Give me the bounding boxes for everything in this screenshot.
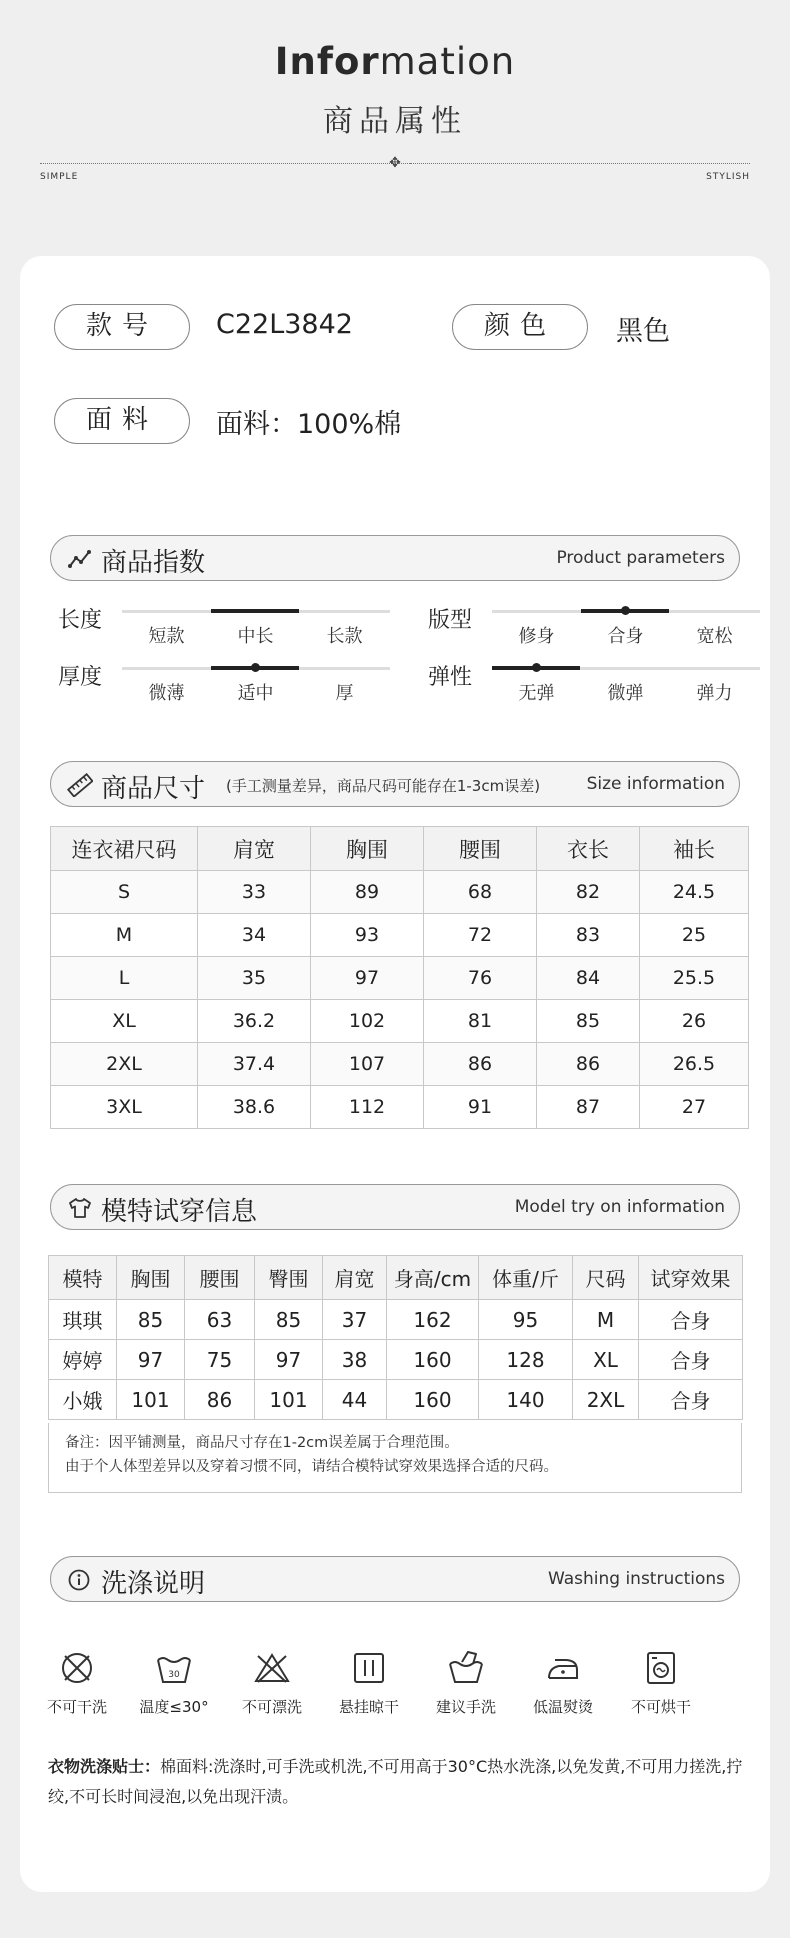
table-row [51,871,749,914]
table-cell: L [51,957,198,1000]
color-label: 颜色 [452,304,588,350]
table-cell: 91 [424,1086,537,1129]
table-cell: 81 [424,1000,537,1043]
table-cell: 小娥 [49,1380,117,1420]
table-cell: XL [51,1000,198,1043]
info-icon [67,1568,93,1592]
table-header: 衣长 [537,827,640,871]
page-title-cn: 商品属性 [323,104,467,139]
scale-active [211,609,299,613]
table-header: 体重/斤 [479,1256,573,1300]
low-iron-icon [543,1648,583,1688]
wash-item [616,1648,706,1717]
table-cell: 162 [387,1300,479,1340]
table-cell: 86 [424,1043,537,1086]
table-cell: 26.5 [640,1043,749,1086]
scale-option-selected: 中长 [237,626,274,647]
table-cell: 24.5 [640,871,749,914]
section-note: (手工测量差异，商品尺码可能存在1-3cm误差) [226,777,541,795]
color-value: 黑色 [616,316,670,347]
table-cell: 33 [198,871,311,914]
table-header: 臀围 [255,1256,323,1300]
table-cell: M [573,1300,639,1340]
table-cell: 2XL [51,1043,198,1086]
table-cell: 97 [117,1340,185,1380]
wash-label: 不可漂洗 [241,1698,302,1716]
table-header: 试穿效果 [639,1256,743,1300]
table-cell: 75 [185,1340,255,1380]
scale-option-selected: 无弹 [518,683,555,704]
title-light: mation [379,40,516,83]
wash-label: 温度≤30° [139,1698,209,1716]
table-cell: 83 [537,914,640,957]
scale-marker [532,663,541,672]
table-header: 模特 [49,1256,117,1300]
tag-simple: SIMPLE [40,172,79,182]
scale-option: 宽松 [696,626,733,647]
table-cell: 85 [255,1300,323,1340]
index-scale-elasticity [492,667,760,703]
wash-item [129,1648,219,1717]
table-cell: M [51,914,198,957]
table-header: 袖长 [640,827,749,871]
table-cell: 93 [311,914,424,957]
table-header: 尺码 [573,1256,639,1300]
wash-label: 不可干洗 [46,1698,107,1716]
table-cell: 38.6 [198,1086,311,1129]
wash-label: 建议手洗 [435,1698,496,1716]
wash-label: 悬挂晾干 [338,1698,399,1716]
index-label-fit: 版型 [428,608,473,633]
index-label-elasticity: 弹性 [428,665,473,690]
ruler-icon [67,773,93,797]
no-dryer-icon [641,1648,681,1688]
section-title-en: Product parameters [556,548,725,568]
table-cell: 68 [424,871,537,914]
table-cell: 101 [117,1380,185,1420]
table-row [51,957,749,1000]
table-cell: 97 [255,1340,323,1380]
table-cell: 112 [311,1086,424,1129]
wash-label: 低温熨烫 [532,1698,593,1716]
table-cell: 37.4 [198,1043,311,1086]
table-cell: 44 [323,1380,387,1420]
table-cell: 36.2 [198,1000,311,1043]
table-cell: 101 [255,1380,323,1420]
scale-option: 短款 [148,626,185,647]
table-cell: 86 [537,1043,640,1086]
trend-icon [67,547,93,571]
table-cell: 72 [424,914,537,957]
table-cell: 37 [323,1300,387,1340]
table-header: 腰围 [185,1256,255,1300]
scale-marker [621,606,630,615]
section-title-en: Model try on information [514,1197,725,1217]
tag-stylish: STYLISH [706,172,750,182]
hand-wash-icon [446,1648,486,1688]
section-title: 商品指数 [101,548,206,578]
note-line: 备注：因平铺测量，商品尺寸存在1-2cm误差属于合理范围。 [65,1435,459,1451]
table-cell: 琪琪 [49,1300,117,1340]
table-cell: 合身 [639,1340,743,1380]
scale-option: 修身 [518,626,555,647]
table-cell: 84 [537,957,640,1000]
shirt-icon [67,1196,93,1220]
table-cell: 合身 [639,1380,743,1420]
section-title: 模特试穿信息 [101,1197,258,1227]
wash-item [324,1648,414,1717]
table-cell: 160 [387,1340,479,1380]
table-cell: 97 [311,957,424,1000]
section-title: 商品尺寸 [101,774,206,804]
table-cell: 95 [479,1300,573,1340]
table-row [51,1000,749,1043]
table-cell: 89 [311,871,424,914]
table-cell: 合身 [639,1300,743,1340]
style-number-value: C22L3842 [216,309,353,340]
index-label-thickness: 厚度 [58,665,103,690]
table-cell: 128 [479,1340,573,1380]
no-bleach-icon [252,1648,292,1688]
table-cell: 82 [537,871,640,914]
table-cell: 86 [185,1380,255,1420]
table-row [49,1340,743,1380]
table-header: 腰围 [424,827,537,871]
table-cell: 25 [640,914,749,957]
fabric-value: 面料：100%棉 [216,409,402,440]
table-cell: 160 [387,1380,479,1420]
hang-dry-icon [349,1648,389,1688]
index-scale-thickness [122,667,390,703]
title-bold: Infor [274,40,380,83]
table-row [51,1043,749,1086]
table-cell: 140 [479,1380,573,1420]
table-header: 胸围 [311,827,424,871]
info-card [20,256,770,1892]
divider-right [410,163,750,164]
table-cell: 35 [198,957,311,1000]
table-cell: 107 [311,1043,424,1086]
fabric-label: 面料 [54,398,190,444]
scale-option: 弹力 [696,683,733,704]
section-size [50,761,740,807]
section-title: 洗涤说明 [101,1569,206,1599]
model-table [48,1255,743,1420]
scale-option: 厚 [335,683,354,704]
table-cell: 34 [198,914,311,957]
scale-option: 长款 [326,626,363,647]
scale-option-selected: 适中 [237,683,274,704]
wash-item [227,1648,317,1717]
table-cell: XL [573,1340,639,1380]
page-header [0,0,790,250]
table-cell: 38 [323,1340,387,1380]
table-row [49,1380,743,1420]
table-header: 胸围 [117,1256,185,1300]
table-cell: 2XL [573,1380,639,1420]
model-notes [48,1423,742,1493]
section-title-en: Size information [586,774,725,794]
index-label-length: 长度 [58,608,103,633]
section-wash [50,1556,740,1602]
table-header: 肩宽 [323,1256,387,1300]
table-header-row [49,1256,743,1300]
index-scale-fit [492,610,760,646]
table-header: 连衣裙尺码 [51,827,198,871]
wash-item [518,1648,608,1717]
table-cell: 26 [640,1000,749,1043]
table-header: 身高/cm [387,1256,479,1300]
scale-option-selected: 合身 [607,626,644,647]
care-tips [48,1752,748,1812]
table-cell: 76 [424,957,537,1000]
table-cell: 25.5 [640,957,749,1000]
style-number-label: 款号 [54,304,190,350]
section-title-en: Washing instructions [547,1569,725,1589]
table-cell: S [51,871,198,914]
table-cell: 63 [185,1300,255,1340]
table-cell: 102 [311,1000,424,1043]
table-cell: 85 [117,1300,185,1340]
table-cell: 85 [537,1000,640,1043]
wash-30-icon [154,1648,194,1688]
table-header-row [51,827,749,871]
section-model [50,1184,740,1230]
svg-text:30: 30 [168,1670,180,1680]
table-header: 肩宽 [198,827,311,871]
scale-option: 微弹 [607,683,644,704]
table-row [51,1086,749,1129]
table-cell: 87 [537,1086,640,1129]
page-title-en [0,40,790,83]
cross-ornament-icon: ✥ [389,155,401,171]
table-cell: 27 [640,1086,749,1129]
scale-marker [251,663,260,672]
wash-item [32,1648,122,1717]
care-tips-label: 衣物洗涤贴士： [48,1757,161,1776]
index-scale-length [122,610,390,646]
care-tips-text: 棉面料:洗涤时,可手洗或机洗,不可用高于30°C热水洗涤,以免发黄,不可用力搓洗,拧绞,不可长时间浸泡,以免出现汗渍。 [48,1757,743,1806]
table-cell: 婷婷 [49,1340,117,1380]
size-table [50,826,749,1129]
table-cell: 3XL [51,1086,198,1129]
no-tumble-dry-icon [57,1648,97,1688]
wash-label: 不可烘干 [630,1698,691,1716]
table-row [51,914,749,957]
table-row [49,1300,743,1340]
note-line: 由于个人体型差异以及穿着习惯不同，请结合模特试穿效果选择合适的尺码。 [65,1459,558,1475]
divider-left [40,163,412,164]
section-product-index [50,535,740,581]
wash-item [421,1648,511,1717]
scale-option: 微薄 [148,683,185,704]
